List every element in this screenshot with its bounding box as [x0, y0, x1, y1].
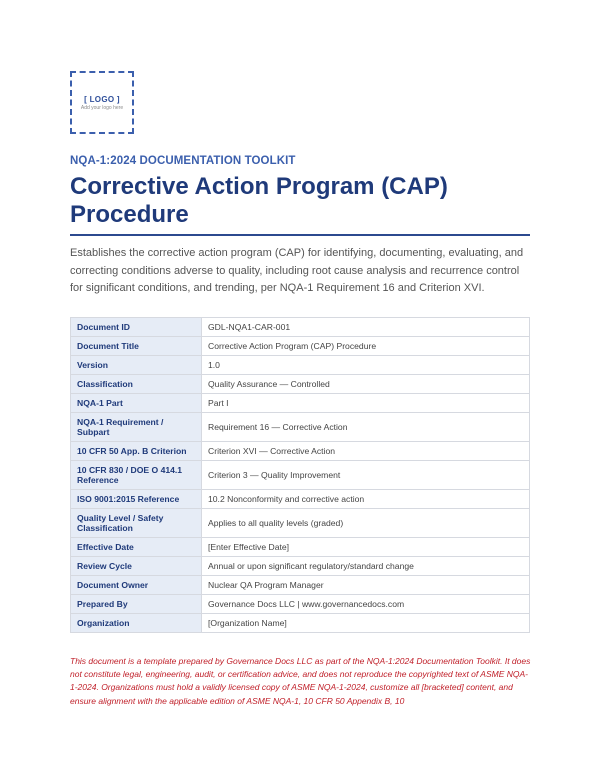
table-row [71, 557, 530, 576]
row-value: Requirement 16 — Corrective Action [202, 413, 530, 442]
row-key: Review Cycle [71, 557, 202, 576]
row-value: Governance Docs LLC | www.governancedocs.com [202, 595, 530, 614]
row-value: Part I [202, 394, 530, 413]
table-row [71, 614, 530, 633]
table-row [71, 461, 530, 490]
table-row [71, 375, 530, 394]
table-row [71, 337, 530, 356]
table-row [71, 442, 530, 461]
table-row [71, 413, 530, 442]
row-key: Document ID [71, 318, 202, 337]
disclaimer-notice: This document is a template prepared by Governance Docs LLC as part of the NQA-1:2024 Documentation Toolkit. It does not constitute legal, engineering, audit, or certification advice, and does not reproduce the copyrighted text of ASME NQA-1-2024. Organizations must hold a validly licensed copy of ASME NQA-1-2024, customize all [bracketed] content, and ensure alignment with the applicable edition of ASME NQA-1, 10 CFR 50 Appendix B, 10 [70, 656, 531, 706]
row-value: GDL-NQA1-CAR-001 [202, 318, 530, 337]
row-value: Annual or upon significant regulatory/standard change [202, 557, 530, 576]
row-key: Version [71, 356, 202, 375]
intro-paragraph: Establishes the corrective action program (CAP) for identifying, documenting, evaluating, and correcting conditions adverse to quality, including root cause analysis and recurrence control for significant conditions, and trending, per NQA-1 Requirement 16 and Criterion XVI. [70, 247, 524, 294]
row-value: [Enter Effective Date] [202, 538, 530, 557]
logo-hint: Add your logo here [80, 104, 124, 111]
row-value: Nuclear QA Program Manager [202, 576, 530, 595]
row-key: Document Title [71, 337, 202, 356]
row-key: 10 CFR 830 / DOE O 414.1 Reference [71, 461, 202, 490]
row-value: 10.2 Nonconformity and corrective action [202, 490, 530, 509]
page-title: Corrective Action Program (CAP) Procedure [70, 173, 448, 228]
row-key: ISO 9001:2015 Reference [71, 490, 202, 509]
row-key: Classification [71, 375, 202, 394]
row-key: Quality Level / Safety Classification [71, 509, 202, 538]
row-value: [Organization Name] [202, 614, 530, 633]
table-row [71, 356, 530, 375]
table-row [71, 576, 530, 595]
title-divider [70, 234, 530, 236]
row-value: Criterion 3 — Quality Improvement [202, 461, 530, 490]
row-key: Prepared By [71, 595, 202, 614]
table-row [71, 318, 530, 337]
row-key: Effective Date [71, 538, 202, 557]
row-value: Corrective Action Program (CAP) Procedure [202, 337, 530, 356]
row-key: 10 CFR 50 App. B Criterion [71, 442, 202, 461]
row-value: Quality Assurance — Controlled [202, 375, 530, 394]
row-value: Applies to all quality levels (graded) [202, 509, 530, 538]
logo-label: [ LOGO ] [84, 94, 120, 104]
table-row [71, 538, 530, 557]
row-value: Criterion XVI — Corrective Action [202, 442, 530, 461]
row-key: NQA-1 Part [71, 394, 202, 413]
table-row [71, 509, 530, 538]
logo-placeholder [70, 71, 134, 134]
document-metadata-table [70, 317, 530, 633]
row-key: NQA-1 Requirement / Subpart [71, 413, 202, 442]
table-row [71, 394, 530, 413]
row-key: Document Owner [71, 576, 202, 595]
table-row [71, 490, 530, 509]
row-key: Organization [71, 614, 202, 633]
row-value: 1.0 [202, 356, 530, 375]
table-row [71, 595, 530, 614]
toolkit-label: NQA-1:2024 DOCUMENTATION TOOLKIT [70, 155, 296, 167]
